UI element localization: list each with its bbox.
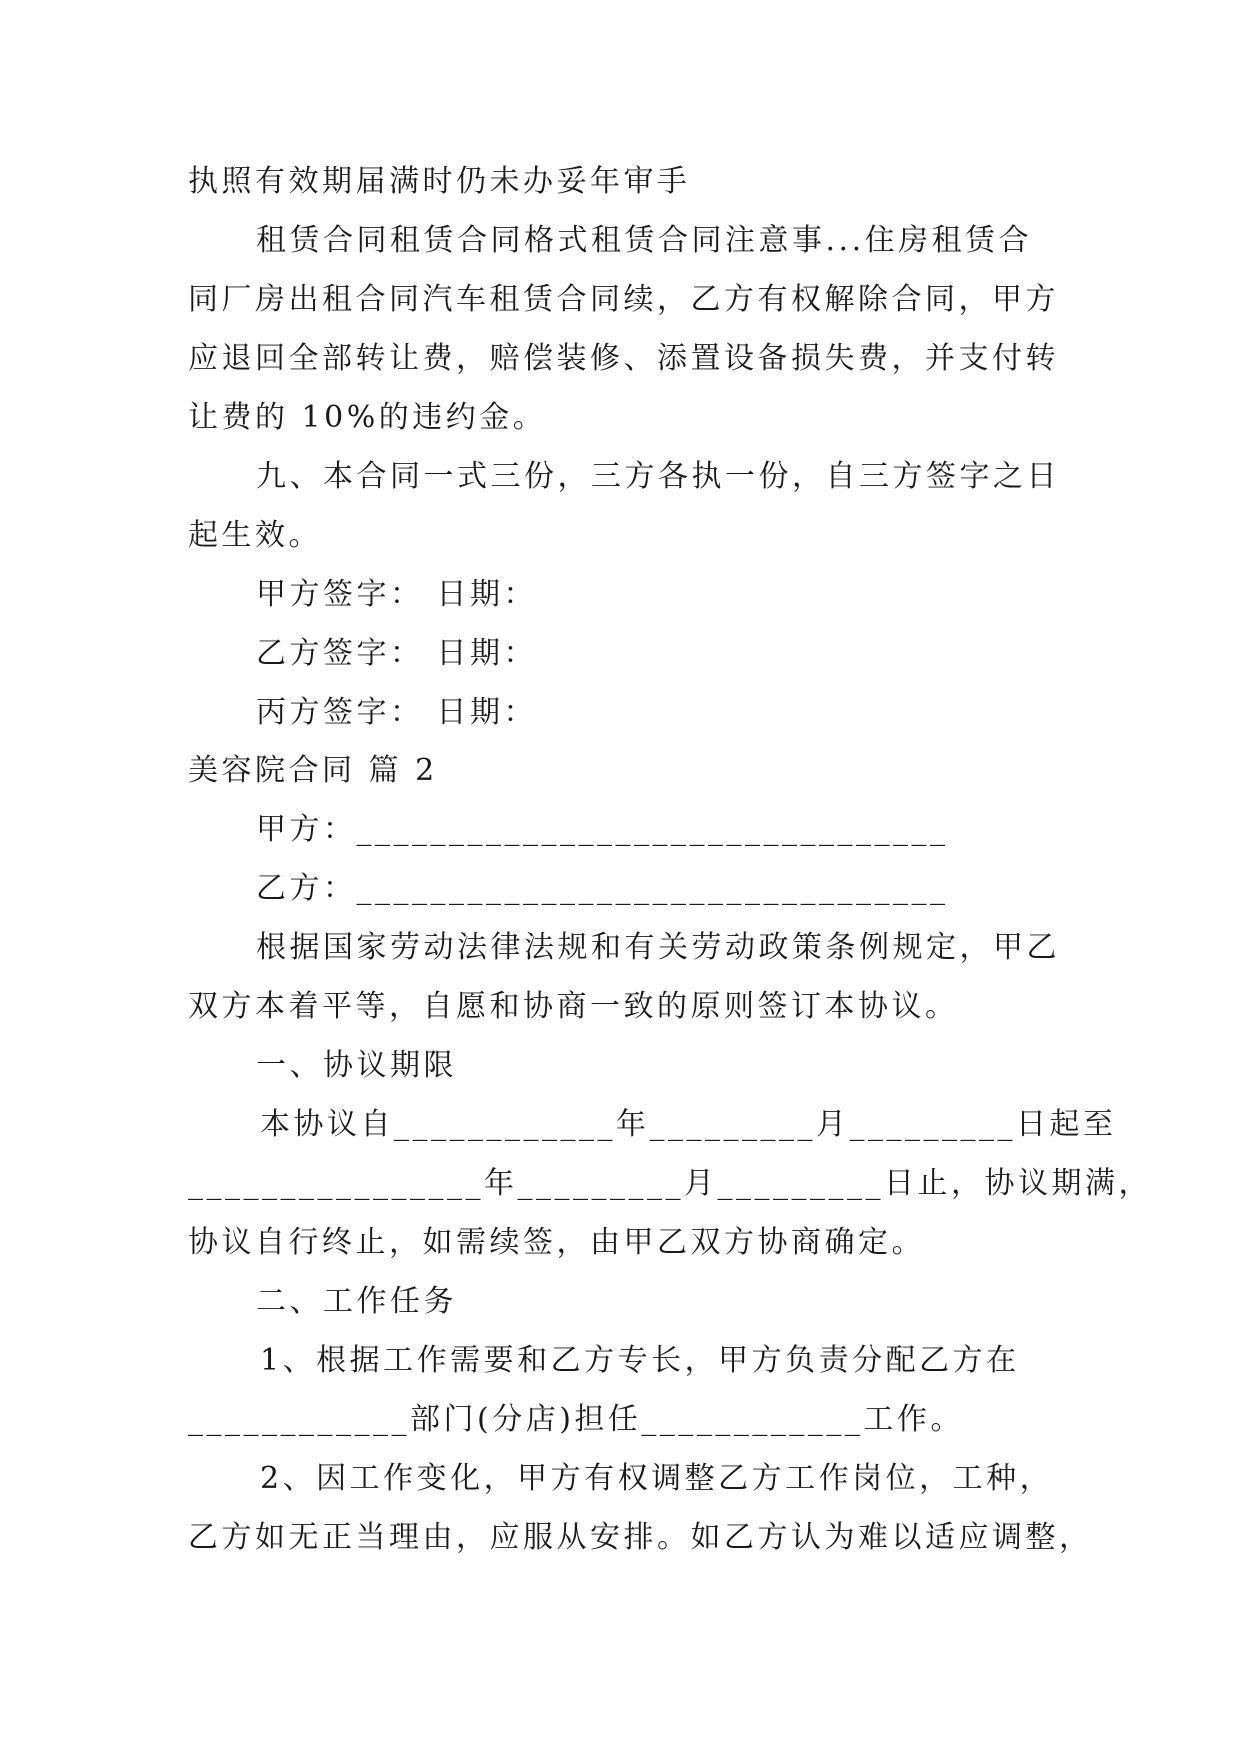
body-text-line: 应退回全部转让费，赔偿装修、添置设备损失费，并支付转 [188,341,1059,376]
body-text-line: 根据国家劳动法律法规和有关劳动政策条例规定，甲乙 [256,930,1060,965]
body-text-line: 乙方如无正当理由，应服从安排。如乙方认为难以适应调整， [188,1520,1093,1555]
body-text-line: ________________年_________月_________日止，协议期满， [188,1166,1152,1201]
clause-heading: 一、协议期限 [256,1048,457,1083]
body-text-line: 2、因工作变化，甲方有权调整乙方工作岗位，工种， [260,1461,1054,1496]
body-text-line: 1、根据工作需要和乙方专长，甲方负责分配乙方在 [260,1343,1020,1378]
party-b-field: 乙方：________________________________ [256,871,949,906]
body-text-line: 同厂房出租合同汽车租赁合同续，乙方有权解除合同，甲方 [188,282,1059,317]
section-heading: 美容院合同 篇 2 [188,753,438,788]
body-text-line: 起生效。 [188,518,322,553]
body-text-line: 协议自行终止，如需续签，由甲乙双方协商确定。 [188,1225,925,1260]
signature-line-party-a: 甲方签字： 日期： [256,577,538,612]
signature-line-party-b: 乙方签字： 日期： [256,636,538,671]
body-text-line: 租赁合同租赁合同格式租赁合同注意事...住房租赁合 [256,223,1033,258]
body-text-line: ____________部门(分店)担任____________工作。 [188,1402,964,1437]
body-text-line: 让费的 10%的违约金。 [188,400,547,435]
clause-heading: 二、工作任务 [256,1284,457,1319]
signature-line-party-c: 丙方签字： 日期： [256,695,538,730]
body-text-line: 双方本着平等，自愿和协商一致的原则签订本协议。 [188,989,959,1024]
body-text-line: 九、本合同一式三份，三方各执一份，自三方签字之日 [256,459,1060,494]
body-text-line: 本协议自____________年_________月_________日起至 [260,1107,1117,1142]
party-a-field: 甲方：________________________________ [256,812,949,847]
body-text-line: 执照有效期届满时仍未办妥年审手 [188,164,691,199]
